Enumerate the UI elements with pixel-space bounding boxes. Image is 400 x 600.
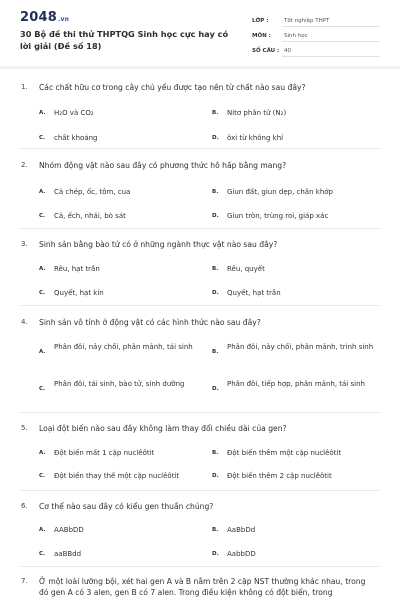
question-number: 2. [21, 161, 28, 169]
question-number: 1. [21, 83, 28, 91]
question-number: 7. [21, 577, 28, 585]
question-number: 4. [21, 318, 28, 326]
exam-title: 30 Bộ đề thi thử THPTQG Sinh học cực hay có lời giải (Đề số 18) [20, 29, 229, 51]
question-number: 3. [21, 240, 28, 248]
meta-label: MÔN : [252, 33, 271, 39]
question-divider [20, 228, 380, 229]
meta-value: Sinh học [284, 33, 308, 39]
question-stem: Sinh sản vô tính ở động vật có các hình thức nào sau đây? [39, 318, 261, 327]
question-divider [20, 148, 380, 149]
header-divider [0, 66, 400, 69]
meta-subject [252, 29, 380, 43]
document-page: 2048.vn 30 Bộ đề thi thử THPTQG Sinh học cực hay có lời giải (Đề số 18) LỚP : Tốt nghiệp THPT MÔN : Sinh học SỐ CÂU : 40 1. Các chất hữu cơ trong cây chủ yếu được tạo nên từ chất nào sau đây? A. H₂O và CO₂ B. Nitơ phân tử (N₂) C. chất khoáng D. ôxi từ không khí 2. Nhóm động vật nào sau đây có phương thức hô hấp bằng mang? A. Cá chép, ốc, tôm, cua B. Giun đất, giun dẹp, chân khớp C. Cá, ếch, nhái, bò sát D. Giun tròn, trùng roi, giáp xác 3. Sinh sản bằng bào tử có ở những ngành thực vật nào sau đây? A. Rêu, hạt trần B. Rêu, quyết C. Quyết, hạt kín D. Quyết, hạt trần 4. Sinh sản vô tính ở động vật có các hình thức nào sau đây? A. Phân đôi, nảy chồi, phân mảnh, tái sinh B. Phân đôi, nảy chồi, phân mảnh, trinh sinh C. Phân đôi, tái sinh, bào tử, sinh dưỡng D. Phân đôi, tiếp hợp, phân mảnh, tái sinh 5. Loại đột biến nào sau đây không làm thay đổi chiều dài của gen? A. Đột biến mất 1 cặp nuclêôtit B. Đột biến thêm một cặp nuclêôtit C. Đột biến thay thế một cặp nuclêôtit D. Đột biến thêm 2 cặp nuclêôtit 6. Cơ thể nào sau đây có kiểu gen thuần chủng? A. AABbDD B. AaBbDd C. aaBBdd D. AabbDD 7. Ở một loài lưỡng bội, xét hai gen A và B nằm trên 2 cặp NST thường khác nhau, trong đó gen A có 3 alen, gen B có 7 alen. Trong điều kiện không có đột biến, trong [0, 0, 400, 600]
meta-label: SỐ CÂU : [252, 48, 280, 54]
question-number: 6. [21, 502, 28, 510]
meta-value: 40 [284, 48, 291, 54]
question-stem: Các chất hữu cơ trong cây chủ yếu được tạo nên từ chất nào sau đây? [39, 83, 306, 92]
question-divider [20, 566, 380, 567]
question-divider [20, 412, 380, 413]
question-stem: Cơ thể nào sau đây có kiểu gen thuần chủng? [39, 502, 214, 511]
question-stem: Sinh sản bằng bào tử có ở những ngành thực vật nào sau đây? [39, 240, 278, 249]
meta-value: Tốt nghiệp THPT [284, 18, 330, 24]
question-stem: Ở một loài lưỡng bội, xét hai gen A và B nằm trên 2 cặp NST thường khác nhau, trong đó gen A có 3 alen, gen B có 7 alen. Trong điều kiện không có đột biến, trong [39, 577, 366, 597]
meta-question-count [252, 44, 380, 58]
question-divider [20, 490, 380, 491]
document-header [0, 0, 400, 64]
question-stem: Loại đột biến nào sau đây không làm thay đổi chiều dài của gen? [39, 424, 287, 433]
question-divider [20, 305, 380, 306]
meta-label: LỚP : [252, 18, 269, 24]
meta-class [252, 14, 380, 28]
question-number: 5. [21, 424, 28, 432]
question-stem: Nhóm động vật nào sau đây có phương thức hô hấp bằng mang? [39, 161, 287, 170]
site-logo[interactable]: 2048.vn [20, 10, 70, 25]
